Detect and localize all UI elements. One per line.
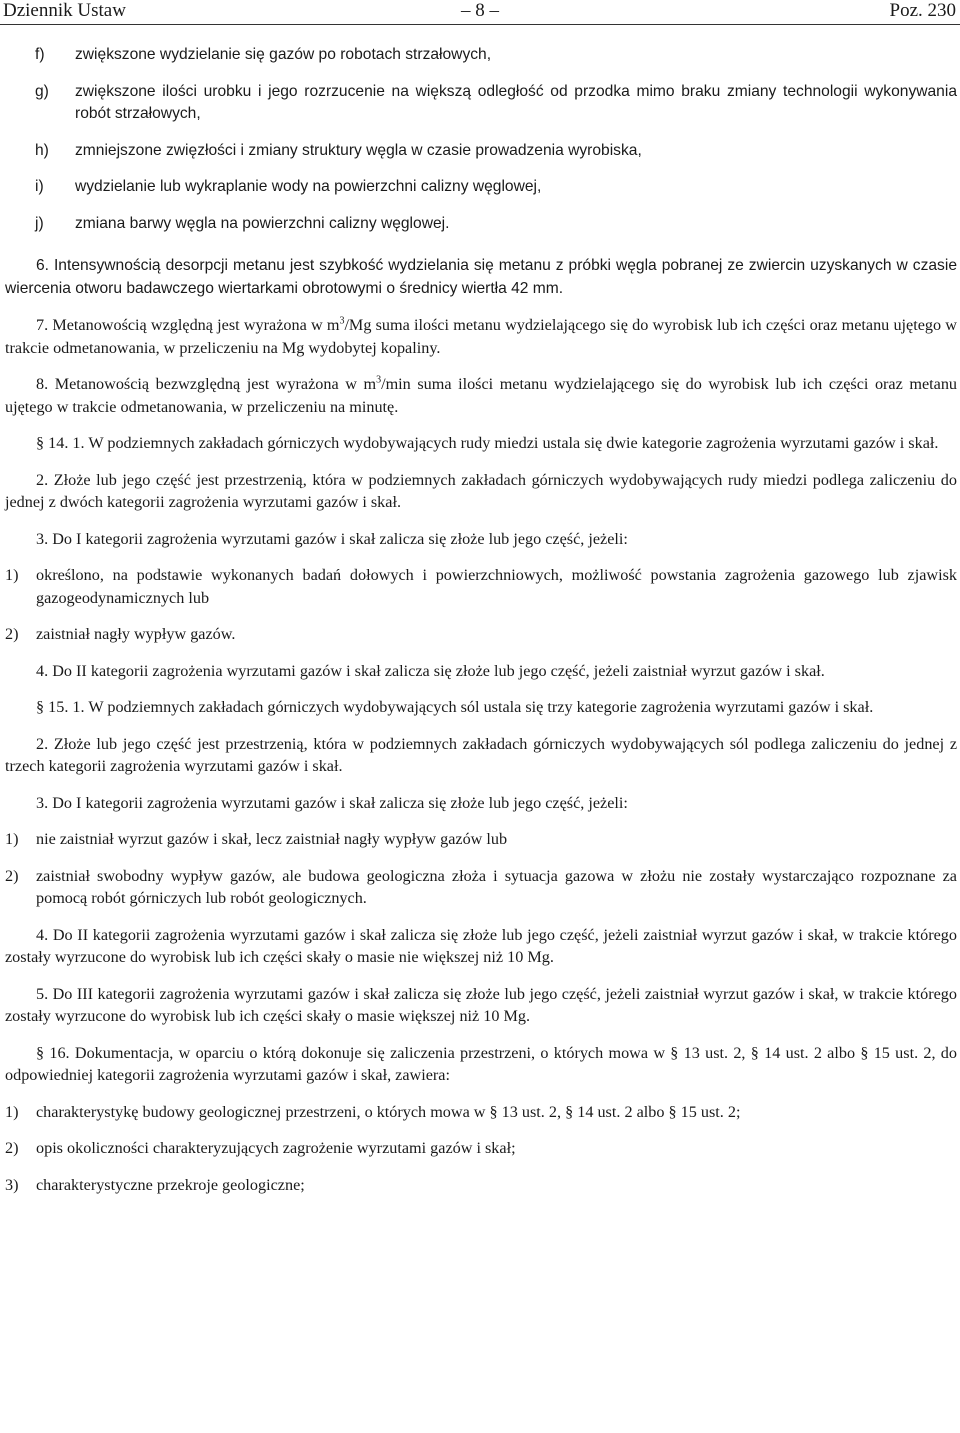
section-14-p4: 4. Do II kategorii zagrożenia wyrzutami gazów i skał zalicza się złoże lub jego część, jeżeli zaistniał wyrzut gazów i skał. <box>36 661 825 680</box>
section-15-p5: 5. Do III kategorii zagrożenia wyrzutami gazów i skał zalicza się złoże lub jego część, jeżeli zaistniał wyrzut gazów i skał, w trakcie którego zostały wyrzucone do wyrobisk lub ich części skały o masie większej niż 10 Mg. <box>5 984 957 1025</box>
p7-text: 7. Metanowością względną jest wyrażona w m <box>36 316 340 334</box>
paragraph-6: 6. Intensywnością desorpcji metanu jest szybkość wydzielania się metanu z próbki węgla pobranej ze zwiercin uzyskanych w czasie wiercenia otworu badawczego wiertarkami obrotowymi o średnicy wiertła 42 mm. <box>5 257 957 297</box>
list-text: określono, na podstawie wykonanych badań dołowych i powierzchniowych, możliwość powstania zagrożenia gazowego lub zjawisk gazogeodynamicznych lub <box>36 566 957 607</box>
list-text: charakterystyczne przekroje geologiczne; <box>36 1175 305 1194</box>
section-15-p4: 4. Do II kategorii zagrożenia wyrzutami gazów i skał zalicza się złoże lub jego część, jeżeli zaistniał wyrzut gazów i skał, w trakcie którego zostały wyrzucone do wyrobisk lub ich części skały o masie nie większej niż 10 Mg. <box>5 925 957 966</box>
list-label: 2) <box>5 1139 19 1157</box>
section-14-p2: 2. Złoże lub jego część jest przestrzenią, która w podziemnych zakładach górniczych wydobywających rudy miedzi podlega zaliczeniu do jednej z dwóch kategorii zagrożenia wyrzutami gazów i skał. <box>5 470 957 511</box>
list-label: i) <box>35 178 44 195</box>
list-text: zmniejszone zwięzłości i zmiany struktury węgla w czasie prowadzenia wyrobiska, <box>75 141 642 159</box>
list-label: 2) <box>5 625 19 643</box>
section-15-p1: § 15. 1. W podziemnych zakładach górniczych wydobywających sól ustala się trzy kategorie zagrożenia wyrzutami gazów i skał. <box>36 698 874 716</box>
list-item <box>5 213 957 236</box>
list-text: charakterystykę budowy geologicznej przestrzeni, o których mowa w § 13 ust. 2, § 14 ust. 2 albo § 15 ust. 2; <box>36 1102 741 1121</box>
section-14-p1: § 14. 1. W podziemnych zakładach górniczych wydobywających rudy miedzi ustala się dwie kategorie zagrożenia wyrzutami gazów i skał. <box>36 434 939 452</box>
list-label: 1) <box>5 830 19 848</box>
list-item <box>5 1137 957 1160</box>
header-rule <box>0 24 960 25</box>
section-14-p3: 3. Do I kategorii zagrożenia wyrzutami gazów i skał zalicza się złoże lub jego część, jeżeli: <box>36 529 628 548</box>
list-text: zwiększone ilości urobku i jego rozrzucenie na większą odległość od przodka mimo braku zmiany technologii wykonywania robót strzałowych, <box>75 82 957 122</box>
list-label: j) <box>35 214 44 232</box>
list-text: nie zaistniał wyrzut gazów i skał, lecz zaistniał nagły wypływ gazów lub <box>36 830 508 848</box>
page-header <box>0 0 960 24</box>
list-label: 1) <box>5 1102 19 1121</box>
position-number: Poz. 230 <box>889 0 956 21</box>
p8-text-after: /min suma ilości metanu wydzielającego się do wyrobisk lub ich części oraz metanu ujętego w trakcie odmetanowania, w przeliczeniu na minutę. <box>5 375 958 416</box>
list-label: 1) <box>5 566 19 584</box>
list-item <box>5 1101 957 1124</box>
list-text: opis okoliczności charakteryzujących zagrożenie wyrzutami gazów i skał; <box>36 1139 516 1157</box>
list-text: zaistniał swobodny wypływ gazów, ale budowa geologiczna złoża i sytuacja gazowa w złożu nie zostały wystarczająco rozpoznane za pomocą robót górniczych lub robót geologicznych. <box>36 866 957 907</box>
list-item <box>5 623 957 646</box>
page-number: – 8 – <box>461 0 499 21</box>
section-15-p2: 2. Złoże lub jego część jest przestrzenią, która w podziemnych zakładach górniczych wydobywających sól podlega zaliczeniu do jednej z trzech kategorii zagrożenia wyrzutami gazów i skał. <box>5 734 957 775</box>
list-item <box>5 828 957 851</box>
list-label: f) <box>35 46 45 63</box>
list-item <box>5 176 957 199</box>
section-15-p3: 3. Do I kategorii zagrożenia wyrzutami gazów i skał zalicza się złoże lub jego część, jeżeli: <box>36 793 628 812</box>
list-label: g) <box>35 82 49 100</box>
p8-text: 8. Metanowością bezwzględną jest wyrażona w m <box>36 375 377 393</box>
list-text: wydzielanie lub wykraplanie wody na powierzchni calizny węglowej, <box>75 178 542 195</box>
list-text: zmiana barwy węgla na powierzchni calizny węglowej. <box>75 214 450 232</box>
list-item <box>5 140 957 163</box>
list-text: zaistniał nagły wypływ gazów. <box>36 625 236 643</box>
list-label: 3) <box>5 1175 19 1194</box>
list-label: 2) <box>5 866 19 885</box>
p7-text-after: /Mg suma ilości metanu wydzielającego się do wyrobisk lub ich części oraz metanu ujętego w trakcie odmetanowania, w przeliczeniu na Mg wydobytej kopaliny. <box>5 316 957 357</box>
superscript: 3 <box>339 315 345 327</box>
list-item <box>5 564 957 609</box>
paragraph-7 <box>5 314 957 359</box>
list-item <box>5 81 957 126</box>
document-body <box>5 44 957 1210</box>
list-text: zwiększone wydzielanie się gazów po robotach strzałowych, <box>75 46 492 63</box>
list-label: h) <box>35 141 49 159</box>
list-item <box>5 44 957 67</box>
section-16-p1: § 16. Dokumentacja, w oparciu o którą dokonuje się zaliczenia przestrzeni, o których mowa w § 13 ust. 2, § 14 ust. 2 albo § 15 ust. 2, do odpowiedniej kategorii zagrożenia wyrzutami gazów i skał, zawiera: <box>5 1043 957 1084</box>
journal-name: Dziennik Ustaw <box>3 0 126 21</box>
paragraph-8 <box>5 373 957 418</box>
list-item <box>5 1174 957 1197</box>
list-item <box>5 865 957 910</box>
superscript: 3 <box>376 374 382 386</box>
